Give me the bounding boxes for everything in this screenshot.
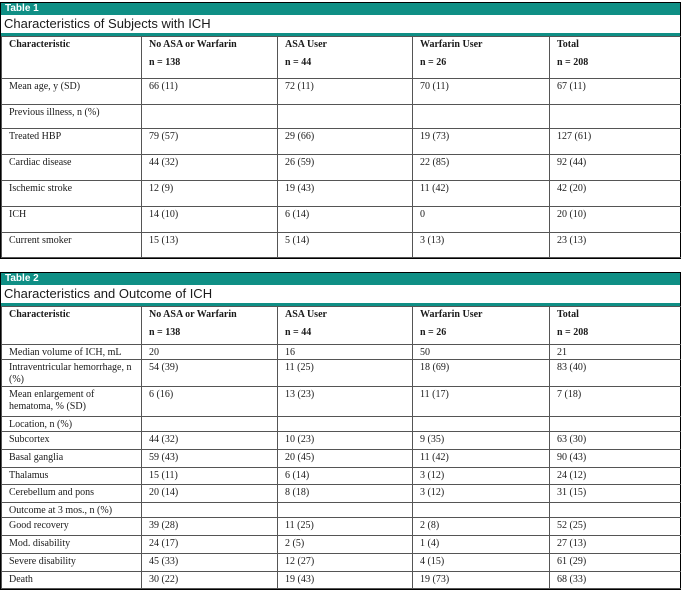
data-cell: 44 (32) (142, 432, 278, 450)
row-label-cell: Current smoker (2, 233, 142, 258)
column-header-count: n = 208 (557, 57, 589, 68)
column-header-count: n = 138 (149, 57, 181, 68)
data-cell: 9 (35) (413, 432, 550, 450)
table-1-grid (1, 36, 681, 258)
data-cell (278, 503, 413, 518)
column-header-count: n = 26 (420, 57, 447, 68)
table-row (2, 233, 681, 258)
data-cell: 10 (23) (278, 432, 413, 450)
row-label-cell: Mean enlargement of hematoma, % (SD) (2, 387, 142, 417)
row-label-cell: Previous illness, n (%) (2, 105, 142, 129)
data-cell (413, 417, 550, 432)
row-label-cell: Thalamus (2, 468, 142, 485)
table-row (2, 432, 681, 450)
row-label-cell: Location, n (%) (2, 417, 142, 432)
table-row (2, 468, 681, 485)
data-cell: 66 (11) (142, 79, 278, 105)
table-row (2, 360, 681, 387)
row-label-cell: Mean age, y (SD) (2, 79, 142, 105)
column-header-label: Warfarin User (420, 39, 483, 50)
data-cell: 8 (18) (278, 485, 413, 503)
table-row (2, 554, 681, 572)
column-header (2, 307, 142, 345)
data-cell: 79 (57) (142, 129, 278, 155)
table-1-label: Table 1 (1, 3, 680, 15)
data-cell: 54 (39) (142, 360, 278, 387)
data-cell: 61 (29) (550, 554, 681, 572)
row-label-cell: Mod. disability (2, 536, 142, 554)
column-header (550, 307, 681, 345)
data-cell: 42 (20) (550, 181, 681, 207)
data-cell: 20 (45) (278, 450, 413, 468)
data-cell: 70 (11) (413, 79, 550, 105)
data-cell: 20 (10) (550, 207, 681, 233)
column-header-label: Characteristic (9, 309, 71, 320)
data-cell: 18 (69) (413, 360, 550, 387)
column-header (2, 37, 142, 79)
column-header-label: ASA User (285, 39, 327, 50)
row-label-cell: Intraventricular hemorrhage, n (%) (2, 360, 142, 387)
column-header-label: Total (557, 309, 579, 320)
column-header (142, 307, 278, 345)
data-cell: 90 (43) (550, 450, 681, 468)
data-cell: 52 (25) (550, 518, 681, 536)
data-cell: 15 (11) (142, 468, 278, 485)
data-cell: 6 (16) (142, 387, 278, 417)
row-label-cell: Subcortex (2, 432, 142, 450)
data-cell: 23 (13) (550, 233, 681, 258)
data-cell: 11 (25) (278, 360, 413, 387)
column-header (278, 37, 413, 79)
table-2-label: Table 2 (1, 273, 680, 285)
table-1-title: Characteristics of Subjects with ICH (1, 15, 680, 36)
data-cell: 11 (42) (413, 181, 550, 207)
header-row (2, 307, 681, 345)
data-cell: 20 (142, 345, 278, 360)
column-header-label: No ASA or Warfarin (149, 309, 237, 320)
data-cell: 44 (32) (142, 155, 278, 181)
column-header-count: n = 26 (420, 327, 447, 338)
data-cell: 16 (278, 345, 413, 360)
data-cell (142, 105, 278, 129)
data-cell: 45 (33) (142, 554, 278, 572)
data-cell: 11 (17) (413, 387, 550, 417)
data-cell: 72 (11) (278, 79, 413, 105)
data-cell (550, 417, 681, 432)
column-header-label: Total (557, 39, 579, 50)
data-cell: 67 (11) (550, 79, 681, 105)
table-row (2, 518, 681, 536)
table-row (2, 345, 681, 360)
data-cell: 13 (23) (278, 387, 413, 417)
column-header-count: n = 44 (285, 327, 312, 338)
data-cell: 50 (413, 345, 550, 360)
data-cell: 20 (14) (142, 485, 278, 503)
data-cell: 6 (14) (278, 207, 413, 233)
row-label-cell: Outcome at 3 mos., n (%) (2, 503, 142, 518)
data-cell: 12 (27) (278, 554, 413, 572)
row-label-cell: Basal ganglia (2, 450, 142, 468)
data-cell (142, 417, 278, 432)
data-cell: 6 (14) (278, 468, 413, 485)
column-header-count: n = 44 (285, 57, 312, 68)
data-cell: 22 (85) (413, 155, 550, 181)
table-row (2, 503, 681, 518)
data-cell: 15 (13) (142, 233, 278, 258)
table-2 (0, 272, 681, 590)
table-row (2, 207, 681, 233)
row-label-cell: Cerebellum and pons (2, 485, 142, 503)
table-row (2, 417, 681, 432)
column-header-count: n = 138 (149, 327, 181, 338)
column-header-label: ASA User (285, 309, 327, 320)
data-cell: 19 (43) (278, 572, 413, 589)
data-cell: 92 (44) (550, 155, 681, 181)
column-header (278, 307, 413, 345)
data-cell: 2 (5) (278, 536, 413, 554)
table-2-grid (1, 306, 681, 589)
data-cell: 83 (40) (550, 360, 681, 387)
data-cell: 5 (14) (278, 233, 413, 258)
row-label-cell: ICH (2, 207, 142, 233)
column-header (142, 37, 278, 79)
data-cell: 7 (18) (550, 387, 681, 417)
row-label-cell: Ischemic stroke (2, 181, 142, 207)
row-label-cell: Treated HBP (2, 129, 142, 155)
column-header (413, 307, 550, 345)
column-header-label: Characteristic (9, 39, 71, 50)
data-cell: 1 (4) (413, 536, 550, 554)
row-label-cell: Severe disability (2, 554, 142, 572)
data-cell: 24 (12) (550, 468, 681, 485)
data-cell (278, 417, 413, 432)
data-cell: 31 (15) (550, 485, 681, 503)
data-cell (413, 503, 550, 518)
table-row (2, 536, 681, 554)
data-cell: 3 (13) (413, 233, 550, 258)
data-cell: 30 (22) (142, 572, 278, 589)
data-cell: 127 (61) (550, 129, 681, 155)
data-cell: 39 (28) (142, 518, 278, 536)
data-cell (550, 105, 681, 129)
row-label-cell: Cardiac disease (2, 155, 142, 181)
table-row (2, 387, 681, 417)
data-cell: 14 (10) (142, 207, 278, 233)
data-cell: 21 (550, 345, 681, 360)
data-cell: 3 (12) (413, 468, 550, 485)
data-cell: 29 (66) (278, 129, 413, 155)
table-row (2, 572, 681, 589)
table-row (2, 155, 681, 181)
column-header-label: Warfarin User (420, 309, 483, 320)
table-row (2, 105, 681, 129)
table-row (2, 485, 681, 503)
data-cell: 0 (413, 207, 550, 233)
data-cell: 24 (17) (142, 536, 278, 554)
data-cell: 11 (42) (413, 450, 550, 468)
column-header (413, 37, 550, 79)
data-cell: 11 (25) (278, 518, 413, 536)
table-row (2, 79, 681, 105)
table-2-title: Characteristics and Outcome of ICH (1, 285, 680, 306)
data-cell: 12 (9) (142, 181, 278, 207)
data-cell: 27 (13) (550, 536, 681, 554)
data-cell: 19 (73) (413, 572, 550, 589)
table-row (2, 450, 681, 468)
header-row (2, 37, 681, 79)
data-cell: 63 (30) (550, 432, 681, 450)
data-cell: 3 (12) (413, 485, 550, 503)
data-cell: 4 (15) (413, 554, 550, 572)
column-header-count: n = 208 (557, 327, 589, 338)
data-cell (142, 503, 278, 518)
row-label-cell: Good recovery (2, 518, 142, 536)
data-cell: 68 (33) (550, 572, 681, 589)
data-cell (413, 105, 550, 129)
data-cell: 19 (73) (413, 129, 550, 155)
data-cell: 19 (43) (278, 181, 413, 207)
table-row (2, 129, 681, 155)
column-header (550, 37, 681, 79)
row-label-cell: Death (2, 572, 142, 589)
table-row (2, 181, 681, 207)
data-cell (550, 503, 681, 518)
data-cell (278, 105, 413, 129)
column-header-label: No ASA or Warfarin (149, 39, 237, 50)
data-cell: 2 (8) (413, 518, 550, 536)
row-label-cell: Median volume of ICH, mL (2, 345, 142, 360)
data-cell: 26 (59) (278, 155, 413, 181)
table-1 (0, 2, 681, 259)
data-cell: 59 (43) (142, 450, 278, 468)
